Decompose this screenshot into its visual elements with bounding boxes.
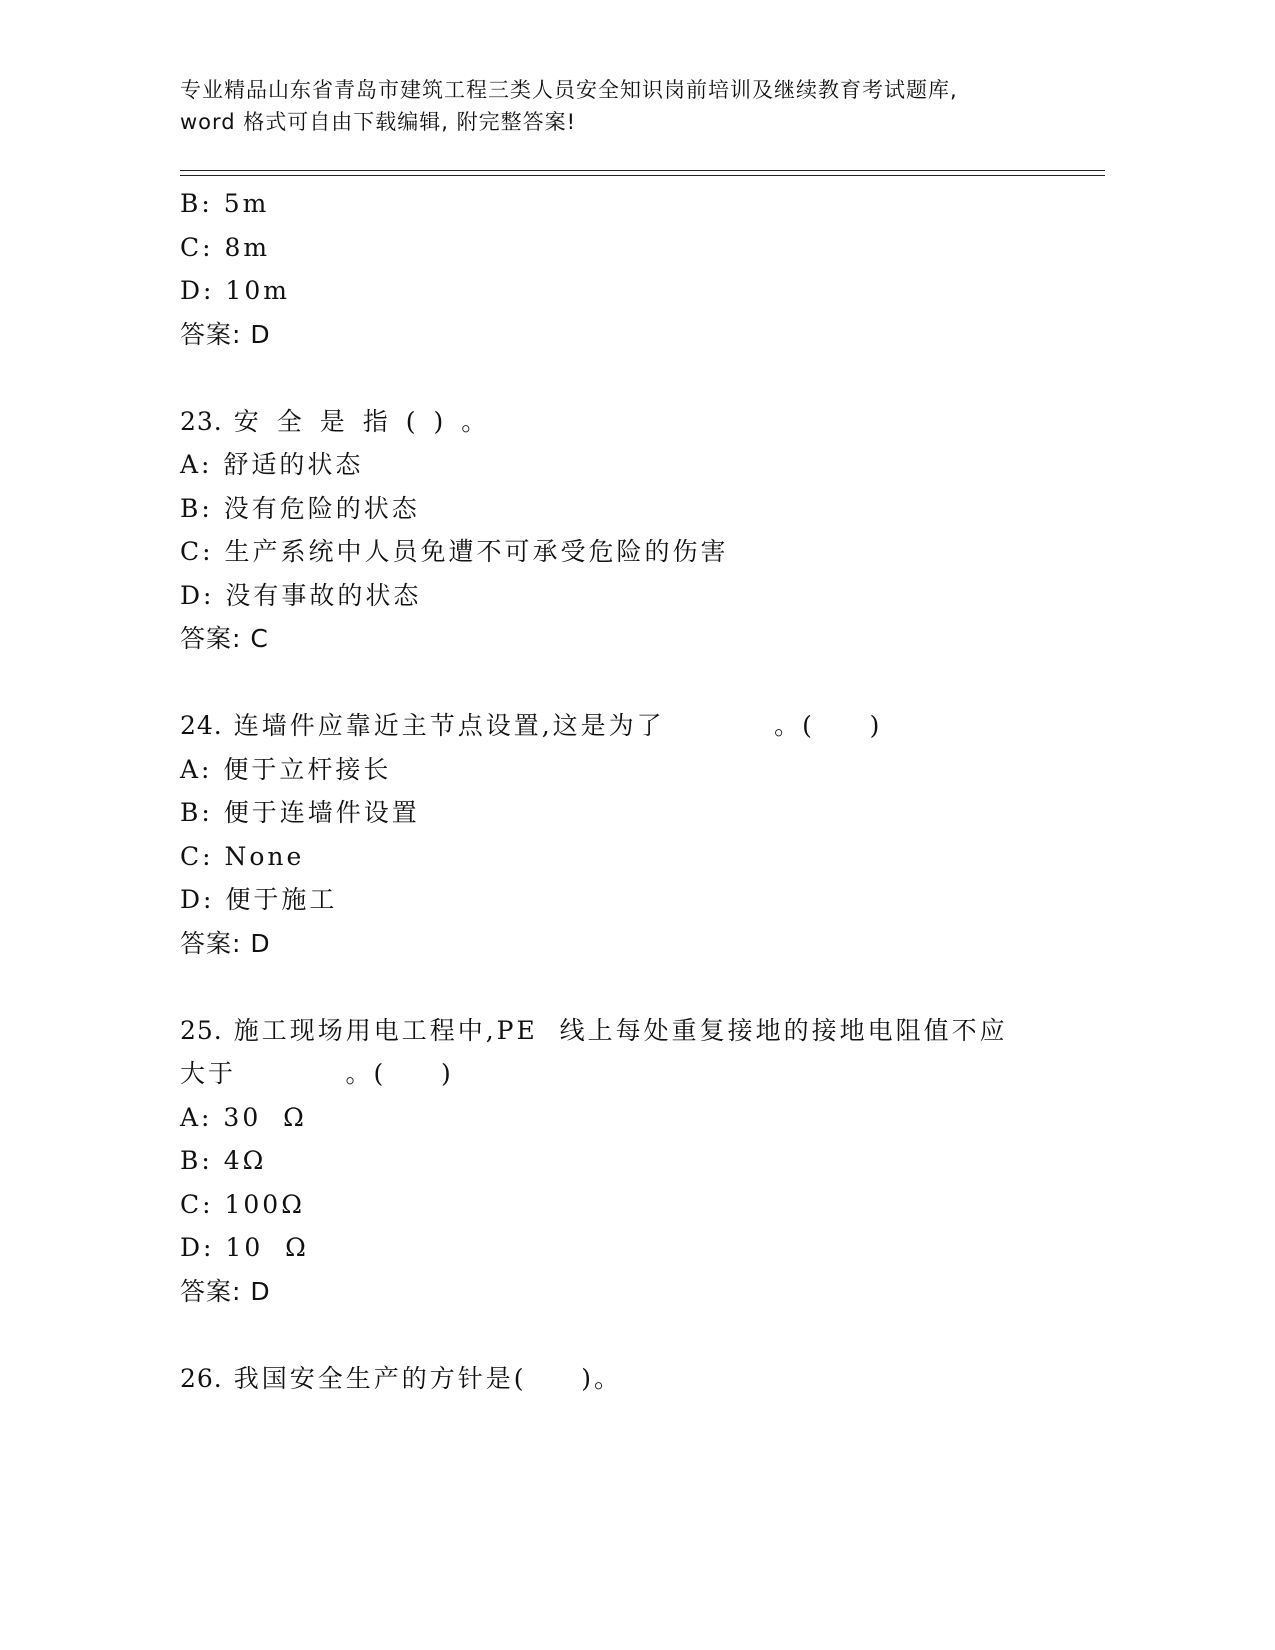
question-text: 安全是指()。 (233, 406, 505, 436)
question-number: 23. (180, 406, 223, 436)
option-d: D: 便于施工 (180, 885, 338, 914)
question-number: 24. (180, 711, 223, 740)
option-a: A: 舒适的状态 (180, 450, 364, 479)
option-c: C: 8m (180, 232, 271, 262)
spacer (180, 661, 1105, 705)
question-text: 我国安全生产的方针是( )。 (233, 1363, 622, 1393)
question-26 (180, 1357, 1105, 1401)
question-list (180, 182, 1105, 1400)
option-b: B: 4Ω (180, 1146, 267, 1175)
question-stem (180, 400, 1105, 444)
option-d: D: 10 Ω (180, 1233, 309, 1262)
option-c: C: None (180, 841, 305, 871)
question-text: 施工现场用电工程中,PE 线上每处重复接地的接地电阻值不应大于 。( ) (180, 1015, 1008, 1088)
option-c: C: 100Ω (180, 1189, 305, 1219)
document-header (180, 74, 1060, 138)
option-b: B: 便于连墙件设置 (180, 798, 420, 827)
header-title-line-1: 专业精品山东省青岛市建筑工程三类人员安全知识岗前培训及继续教育考试题库, (180, 78, 958, 102)
question-23 (180, 400, 1105, 661)
question-stem (180, 1357, 1105, 1401)
answer-label: 答案: C (180, 624, 269, 653)
spacer (180, 1313, 1105, 1357)
spacer (180, 965, 1105, 1009)
option-c: C: 生产系统中人员免遭不可承受危险的伤害 (180, 537, 729, 566)
option-d: D: 10m (180, 276, 290, 305)
question-25 (180, 1009, 1105, 1314)
answer-label: 答案: D (180, 319, 271, 349)
header-divider-bottom (180, 175, 1105, 176)
question-24 (180, 704, 1105, 965)
spacer (180, 356, 1105, 400)
question-stem (180, 1009, 1030, 1096)
answer-label: 答案: D (180, 928, 271, 958)
prev-question-block (180, 182, 1105, 356)
question-number: 26. (180, 1363, 223, 1393)
option-a: A: 便于立杆接长 (180, 754, 392, 784)
question-text: 连墙件应靠近主节点设置,这是为了 。( ) (233, 711, 883, 740)
option-d: D: 没有事故的状态 (180, 580, 422, 610)
header-title-line-2: word 格式可自由下载编辑, 附完整答案! (180, 110, 577, 134)
option-b: B: 5m (180, 189, 270, 218)
question-number: 25. (180, 1015, 223, 1045)
option-b: B: 没有危险的状态 (180, 493, 420, 523)
header-divider-top (180, 170, 1105, 171)
option-a: A: 30 Ω (180, 1102, 307, 1132)
answer-label: 答案: D (180, 1276, 271, 1306)
question-stem (180, 704, 1105, 748)
